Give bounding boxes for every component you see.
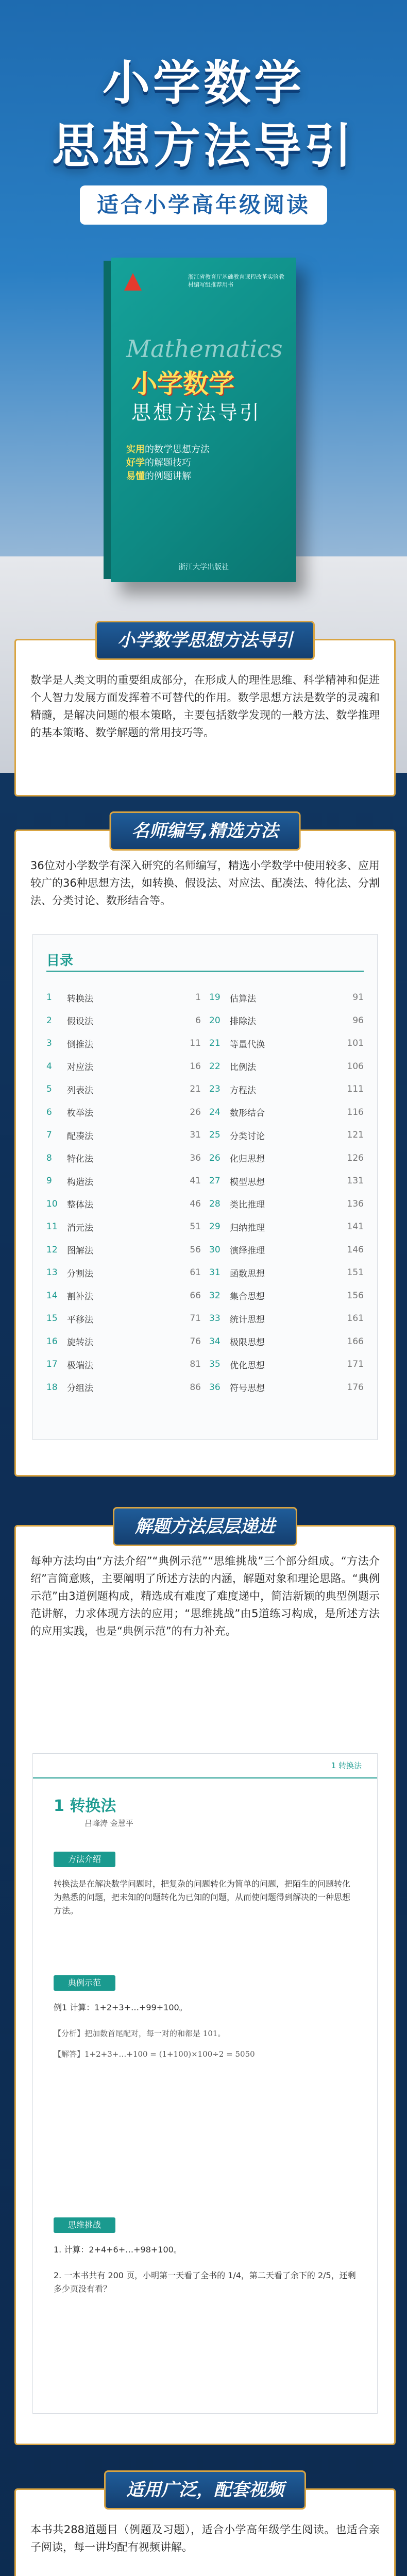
toc-entry-title: 演绎推理 xyxy=(230,1246,265,1257)
usage-heading: 适用广泛，配套视频 xyxy=(104,2470,306,2510)
methods-card xyxy=(14,1516,396,2445)
toc-entry xyxy=(209,1124,364,1147)
toc-entry-number: 35 xyxy=(209,1359,221,1370)
toc-entry xyxy=(46,1124,201,1147)
toc-entry-page: 126 xyxy=(347,1153,364,1163)
toc-entry-title: 枚举法 xyxy=(67,1108,93,1119)
toc-entry xyxy=(46,1170,201,1193)
toc-column-right xyxy=(209,986,364,1399)
intro-heading: 小学数学思想方法导引 xyxy=(95,621,315,660)
hero-title-line1: 小学数学 xyxy=(102,56,304,111)
toc-entry xyxy=(209,1307,364,1330)
toc-entry-page: 76 xyxy=(190,1336,201,1347)
toc-entry-title: 符号思想 xyxy=(230,1383,265,1394)
blurb-key-1: 实用 xyxy=(126,444,145,455)
toc-entry xyxy=(46,986,201,1009)
toc-entry-number: 13 xyxy=(46,1267,58,1278)
toc-entry xyxy=(209,1261,364,1284)
toc-entry-page: 16 xyxy=(190,1061,201,1072)
toc-entry-number: 10 xyxy=(46,1198,58,1209)
toc-entry-title: 化归思想 xyxy=(230,1154,265,1165)
usage-text: 本书共288道题目（例题及习题），适合小学高年级学生阅读。也适合亲子阅读，每一讲均配有视频讲解。 xyxy=(30,2523,380,2553)
toc-entry xyxy=(209,1284,364,1308)
hero-subtitle: 适合小学高年级阅读 xyxy=(80,185,327,225)
authors-card xyxy=(14,821,396,1477)
sample-challenge-1: 1. 计算：2+4+6+…+98+100。 xyxy=(54,2245,182,2255)
toc-entry-title: 类比推理 xyxy=(230,1200,265,1211)
toc-entry-number: 21 xyxy=(209,1038,221,1049)
blurb-key-2: 好学 xyxy=(126,457,145,468)
hero-title-line2: 思想方法导引 xyxy=(52,118,355,174)
sample-header-text: 1 转换法 xyxy=(331,1761,362,1770)
sample-header xyxy=(33,1754,377,1778)
toc-entry-title: 图解法 xyxy=(67,1246,93,1257)
toc-entry-title: 对应法 xyxy=(67,1062,93,1073)
toc-entry-title: 排除法 xyxy=(230,1016,256,1027)
book-blurb xyxy=(126,443,281,483)
toc-entry-number: 22 xyxy=(209,1061,221,1072)
methods-text: 每种方法均由“方法介绍”“典例示范”“思维挑战”三个部分组成。“方法介绍”言简意赅，主要阐明了所述方法的内涵，解题对象和理论思路。“典例示范”由3道例题构成，精选成有难度了难度递中，简洁新颖的典型例题示范讲解，力求体现方法的应用；“思维挑战”由5道练习构成，是所述方法的应用实践，也是“典例示范”的有力补充。 xyxy=(30,1555,380,1637)
toc-entry-page: 106 xyxy=(347,1061,364,1072)
sample-intro-paragraph: 转换法是在解决数学问题时，把复杂的问题转化为简单的问题，把陌生的问题转化为熟悉的问题，把未知的问题转化为已知的问题，从而使问题得到解决的一种思想方法。 xyxy=(54,1879,351,1916)
toc-entry-number: 17 xyxy=(46,1359,58,1370)
toc-entry-number: 14 xyxy=(46,1290,58,1301)
toc-entry-number: 8 xyxy=(46,1153,52,1163)
toc-column-left xyxy=(46,986,201,1399)
toc-entry-number: 34 xyxy=(209,1336,221,1347)
toc-entry xyxy=(46,1055,201,1078)
sample-example-solution: 【解答】1+2+3+…+100 = (1+100)×100÷2 = 5050 xyxy=(54,2049,255,2059)
toc-entry-number: 31 xyxy=(209,1267,221,1278)
toc-entry-page: 91 xyxy=(352,992,364,1003)
blurb-rest-1: 的数学思想方法 xyxy=(145,444,210,455)
toc-entry xyxy=(46,1284,201,1308)
toc-entry xyxy=(209,1353,364,1376)
toc-entry-page: 36 xyxy=(190,1153,201,1163)
toc-entry xyxy=(46,1376,201,1399)
toc-entry xyxy=(209,1078,364,1101)
toc-entry-number: 12 xyxy=(46,1244,58,1255)
toc-entry-title: 归纳推理 xyxy=(230,1223,265,1233)
toc-entry-number: 28 xyxy=(209,1198,221,1209)
toc-entry-number: 5 xyxy=(46,1084,52,1095)
toc-entry-number: 16 xyxy=(46,1336,58,1347)
toc-entry-number: 25 xyxy=(209,1130,221,1141)
toc-entry-number: 1 xyxy=(46,992,52,1003)
toc-entry-page: 166 xyxy=(347,1336,364,1347)
toc-entry-title: 估算法 xyxy=(230,993,256,1004)
toc-entry-number: 15 xyxy=(46,1313,58,1324)
methods-heading: 解题方法层层递进 xyxy=(113,1507,297,1546)
toc-entry-page: 131 xyxy=(347,1176,364,1187)
label-example: 典例示范 xyxy=(54,1975,115,1991)
toc-entry-page: 66 xyxy=(190,1290,201,1301)
toc-entry-number: 32 xyxy=(209,1290,221,1301)
toc-entry xyxy=(46,1239,201,1262)
toc-entry xyxy=(209,1170,364,1193)
toc-entry-page: 51 xyxy=(190,1222,201,1232)
toc-entry xyxy=(46,1032,201,1055)
toc-entry-page: 101 xyxy=(347,1038,364,1049)
blurb-key-3: 易懂 xyxy=(126,471,145,482)
toc-entry-title: 数形结合 xyxy=(230,1108,265,1119)
toc-entry-number: 29 xyxy=(209,1222,221,1232)
toc-entry-title: 函数思想 xyxy=(230,1268,265,1279)
toc-entry-page: 151 xyxy=(347,1267,364,1278)
sample-page xyxy=(32,1753,378,2414)
toc-entry-page: 31 xyxy=(190,1130,201,1141)
toc-entry-title: 整体法 xyxy=(67,1200,93,1211)
toc-entry-page: 161 xyxy=(347,1313,364,1324)
toc-entry-number: 9 xyxy=(46,1176,52,1187)
toc-entry-page: 1 xyxy=(195,992,201,1003)
toc-entry-number: 24 xyxy=(209,1107,221,1117)
toc-entry-title: 构造法 xyxy=(67,1177,93,1188)
publisher-logo-icon xyxy=(124,273,142,291)
toc-entry-page: 146 xyxy=(347,1244,364,1255)
toc-entry-title: 分类讨论 xyxy=(230,1131,265,1142)
book-english-title: Mathematics xyxy=(126,335,283,363)
toc-entry xyxy=(46,1307,201,1330)
toc-entry-title: 平移法 xyxy=(67,1314,93,1325)
toc-entry xyxy=(46,1330,201,1353)
usage-card xyxy=(14,2480,396,2576)
toc-entry xyxy=(46,1009,201,1032)
toc-divider xyxy=(46,971,364,972)
toc-entry-number: 33 xyxy=(209,1313,221,1324)
book-cover xyxy=(111,258,296,582)
label-challenge: 思维挑战 xyxy=(54,2217,115,2233)
toc-entry-number: 27 xyxy=(209,1176,221,1187)
toc-entry-title: 特化法 xyxy=(67,1154,93,1165)
toc-entry-page: 46 xyxy=(190,1198,201,1209)
toc-entry-title: 旋转法 xyxy=(67,1337,93,1348)
toc-entry xyxy=(209,1330,364,1353)
intro-text: 数学是人类文明的重要组成部分，在形成人的理性思维、科学精神和促进个人智力发展方面发挥着不可替代的作用。数学思想方法是数学的灵魂和精髓，是解决问题的根本策略，主要包括数学发现的一般方法、数学推理的基本策略、数学解题的常用技巧等。 xyxy=(30,674,380,739)
toc-entry-number: 7 xyxy=(46,1130,52,1141)
toc-entry xyxy=(209,1009,364,1032)
authors-heading: 名师编写,精选方法 xyxy=(110,811,301,851)
sample-example-paragraph: 例1 计算：1+2+3+…+99+100。 xyxy=(54,2003,188,2012)
toc-entry-title: 假设法 xyxy=(67,1016,93,1027)
toc-entry-title: 分组法 xyxy=(67,1383,93,1394)
toc-entry-title: 分割法 xyxy=(67,1268,93,1279)
toc-entry-page: 26 xyxy=(190,1107,201,1117)
intro-card xyxy=(14,630,396,796)
toc-entry-title: 等量代换 xyxy=(230,1039,265,1050)
toc-entry-page: 121 xyxy=(347,1130,364,1141)
toc-entry-page: 61 xyxy=(190,1267,201,1278)
toc-entry-number: 26 xyxy=(209,1153,221,1163)
toc-entry-number: 3 xyxy=(46,1038,52,1049)
toc-entry-number: 36 xyxy=(209,1382,221,1393)
toc-entry-page: 56 xyxy=(190,1244,201,1255)
toc-entry xyxy=(209,1147,364,1170)
toc-entry-page: 71 xyxy=(190,1313,201,1324)
book-subtitle: 思想方法导引 xyxy=(131,401,262,424)
book-publisher: 浙江大学出版社 xyxy=(178,563,229,571)
blurb-rest-3: 的例题讲解 xyxy=(145,471,191,482)
toc-entry-page: 111 xyxy=(347,1084,364,1095)
authors-text: 36位对小学数学有深入研究的名师编写，精选小学数学中使用较多、应用较广的36种思想方法，如转换、假设法、对应法、配凑法、特化法、分割法、分类讨论、数形结合等。 xyxy=(30,859,380,907)
toc-entry-page: 86 xyxy=(190,1382,201,1393)
toc-entry-page: 81 xyxy=(190,1359,201,1370)
toc-entry-title: 优化思想 xyxy=(230,1360,265,1371)
toc-entry-page: 11 xyxy=(190,1038,201,1049)
toc-entry-number: 30 xyxy=(209,1244,221,1255)
toc-entry xyxy=(46,1101,201,1124)
toc-entry-page: 136 xyxy=(347,1198,364,1209)
toc-entry xyxy=(209,1215,364,1239)
toc-entry-page: 171 xyxy=(347,1359,364,1370)
toc-entry xyxy=(209,1193,364,1216)
toc-entry-number: 23 xyxy=(209,1084,221,1095)
toc-entry xyxy=(46,1261,201,1284)
toc-page xyxy=(32,934,378,1440)
label-method-intro: 方法介绍 xyxy=(54,1852,115,1867)
toc-entry xyxy=(209,1239,364,1262)
toc-entry-number: 2 xyxy=(46,1015,52,1026)
toc-entry-page: 6 xyxy=(195,1015,201,1026)
toc-entry-page: 156 xyxy=(347,1290,364,1301)
toc-entry-title: 消元法 xyxy=(67,1223,93,1233)
toc-entry xyxy=(209,1055,364,1078)
toc-entry-number: 19 xyxy=(209,992,221,1003)
toc-entry-title: 列表法 xyxy=(67,1085,93,1096)
toc-entry xyxy=(209,1101,364,1124)
toc-entry-page: 96 xyxy=(352,1015,364,1026)
toc-entry-title: 配凑法 xyxy=(67,1131,93,1142)
toc-entry-page: 116 xyxy=(347,1107,364,1117)
toc-entry xyxy=(209,986,364,1009)
toc-entry-page: 41 xyxy=(190,1176,201,1187)
book-series-text: 浙江省教育厅基础教育课程改革实验教材编写组推荐用书 xyxy=(188,274,284,288)
toc-entry-title: 方程法 xyxy=(230,1085,256,1096)
toc-entry xyxy=(46,1147,201,1170)
toc-entry-page: 176 xyxy=(347,1382,364,1393)
toc-entry xyxy=(209,1032,364,1055)
toc-entry xyxy=(46,1078,201,1101)
toc-entry xyxy=(46,1193,201,1216)
sample-example-analysis: 【分析】把加数首尾配对，每一对的和都是 101。 xyxy=(54,2029,226,2038)
toc-entry-title: 统计思想 xyxy=(230,1314,265,1325)
toc-entry-title: 转换法 xyxy=(67,993,93,1004)
toc-entry-number: 18 xyxy=(46,1382,58,1393)
toc-entry-title: 极限思想 xyxy=(230,1337,265,1348)
toc-entry xyxy=(46,1215,201,1239)
toc-entry-number: 6 xyxy=(46,1107,52,1117)
toc-entry-title: 倒推法 xyxy=(67,1039,93,1050)
book-spine xyxy=(104,261,111,579)
toc-entry-title: 极端法 xyxy=(67,1360,93,1371)
toc-entry-page: 21 xyxy=(190,1084,201,1095)
toc-entry-number: 20 xyxy=(209,1015,221,1026)
toc-entry-title: 割补法 xyxy=(67,1292,93,1302)
sample-challenge-2: 2. 一本书共有 200 页，小明第一天看了全书的 1/4，第二天看了余下的 2/5，还剩多少页没有看？ xyxy=(54,2270,356,2294)
blurb-rest-2: 的解题技巧 xyxy=(145,457,191,468)
toc-entry-number: 11 xyxy=(46,1222,58,1232)
toc-entry-title: 比例法 xyxy=(230,1062,256,1073)
sample-chapter-title: 1 转换法 xyxy=(54,1797,116,1815)
toc-entry-title: 集合思想 xyxy=(230,1292,265,1302)
toc-entry xyxy=(46,1353,201,1376)
toc-entry-number: 4 xyxy=(46,1061,52,1072)
toc-heading: 目录 xyxy=(46,953,74,969)
toc-entry xyxy=(209,1376,364,1399)
toc-entry-title: 模型思想 xyxy=(230,1177,265,1188)
toc-entry-page: 141 xyxy=(347,1222,364,1232)
book-title: 小学数学 xyxy=(131,369,234,399)
sample-author: 吕峰涛 金慧平 xyxy=(84,1819,133,1828)
